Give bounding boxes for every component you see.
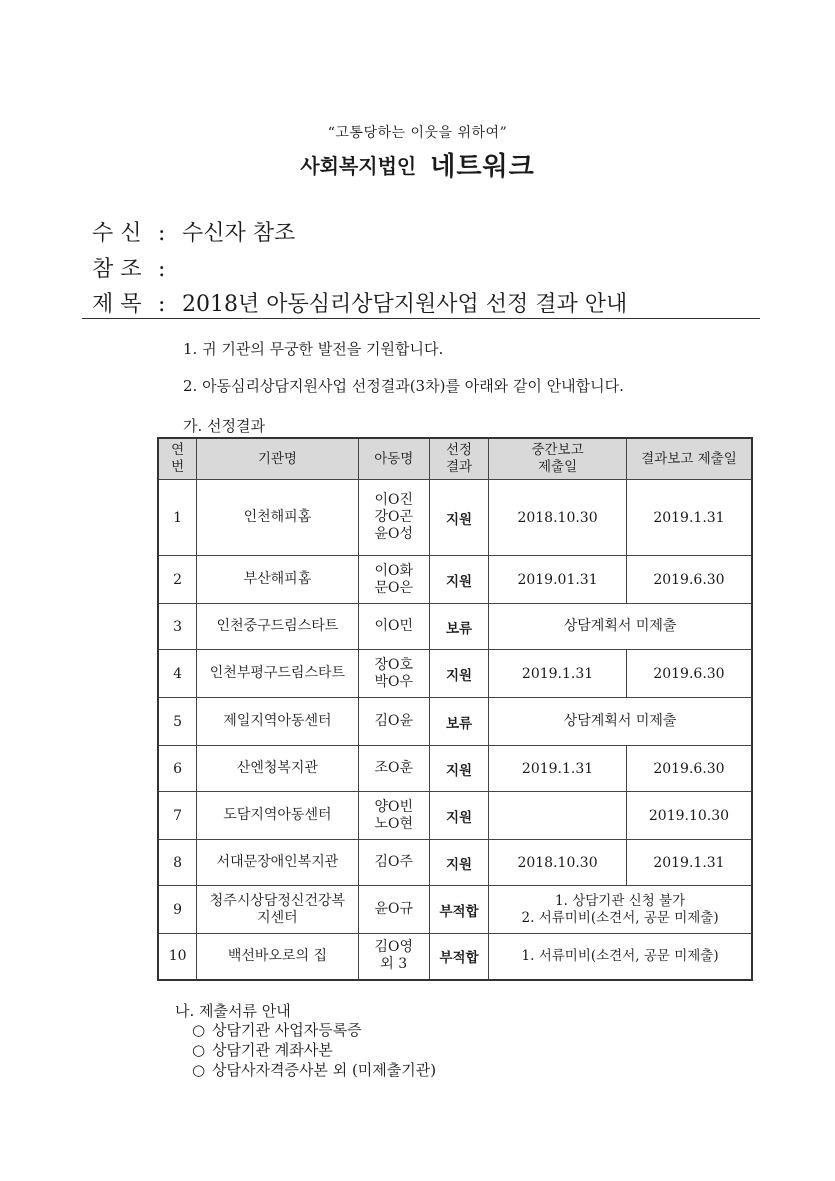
remark (489, 934, 752, 980)
org-name-line: 인천중구드림스타트 (216, 618, 339, 634)
selection-status: 보류 (429, 604, 488, 650)
selection-status: 지원 (429, 746, 488, 792)
child-names (358, 840, 429, 886)
child-name: 이O진 (374, 492, 414, 508)
org-name-line: 백선바오로의 집 (227, 947, 327, 964)
recipient-line (92, 216, 295, 247)
subject-label: 제 목 (92, 292, 142, 317)
slogan: “고통당하는 이웃을 위하여” (327, 125, 508, 141)
reference-line (92, 252, 182, 283)
org-name-line: 산엔청복지관 (236, 760, 318, 776)
bullet-icon: ○ (192, 1061, 206, 1079)
organization-title (0, 146, 835, 183)
header-divider (82, 318, 760, 319)
table-row (158, 698, 752, 746)
child-name: 장O호 (374, 656, 414, 673)
child-name: 양O빈 (374, 798, 414, 815)
colon: : (158, 292, 166, 317)
results-table (157, 437, 753, 981)
child-name: 윤O성 (374, 526, 414, 542)
org-name (197, 840, 358, 886)
document-item-text: 상담사자격증사본 외 (미제출기관) (212, 1061, 437, 1079)
final-report-date: 2019.10.30 (626, 792, 752, 840)
org-name (197, 886, 358, 934)
remark (489, 886, 752, 934)
remark-line: 2. 서류미비(소견서, 공문 미제출) (521, 909, 719, 926)
org-name (197, 604, 358, 650)
child-names (358, 934, 429, 980)
org-prefix: 사회복지법인 (300, 154, 417, 178)
recipient-value: 수신자 참조 (182, 221, 296, 246)
row-number: 7 (158, 792, 197, 840)
table-row (158, 840, 752, 886)
child-name: 문O은 (374, 579, 414, 596)
selection-status: 지원 (429, 792, 488, 840)
header-status-line: 결과 (446, 459, 473, 475)
document-item-text: 상담기관 계좌사본 (212, 1041, 333, 1059)
org-name-line: 인천해피홈 (243, 509, 312, 525)
org-name-line: 도담지역아동센터 (223, 807, 332, 823)
org-name (197, 746, 358, 792)
org-name-line: 지센터 (257, 909, 298, 926)
selection-status: 부적합 (429, 886, 488, 934)
mid-report-date (489, 792, 627, 840)
row-number: 5 (158, 698, 197, 746)
bullet-icon: ○ (192, 1041, 206, 1059)
header-org: 기관명 (197, 438, 358, 480)
org-name-line: 부산해피홈 (243, 571, 312, 587)
colon: : (158, 221, 166, 246)
table-row (158, 792, 752, 840)
child-name: 이O화 (374, 562, 414, 579)
header-child: 아동명 (358, 438, 429, 480)
mid-report-date: 2018.10.30 (489, 840, 627, 886)
table-row (158, 556, 752, 604)
colon: : (158, 257, 166, 282)
header-mid-line: 중간보고 (531, 442, 584, 458)
header-mid-report (489, 438, 627, 480)
child-name: 외 3 (380, 956, 408, 973)
mid-report-date: 2019.1.31 (489, 746, 627, 792)
child-name: 조O훈 (374, 760, 414, 776)
selection-status: 지원 (429, 840, 488, 886)
selection-status: 지원 (429, 650, 488, 698)
child-names (358, 792, 429, 840)
document-item (192, 1020, 436, 1040)
row-number: 2 (158, 556, 197, 604)
document-item (192, 1040, 436, 1060)
row-number: 6 (158, 746, 197, 792)
subject-value: 2018년 아동심리상담지원사업 선정 결과 안내 (182, 292, 628, 317)
table-row (158, 886, 752, 934)
child-names (358, 604, 429, 650)
header-no-line: 연 (171, 442, 185, 458)
header-no-line: 번 (171, 459, 185, 475)
document-item (192, 1060, 436, 1080)
org-name-line: 청주시상담정신건강복 (209, 892, 346, 909)
table-row (158, 746, 752, 792)
child-name: 김O주 (374, 854, 414, 870)
org-name (197, 934, 358, 980)
selection-status: 지원 (429, 556, 488, 604)
org-name-line: 인천부평구드림스타트 (209, 665, 346, 681)
org-name (197, 556, 358, 604)
bullet-icon: ○ (192, 1021, 206, 1039)
selection-status: 부적합 (429, 934, 488, 980)
child-names (358, 556, 429, 604)
table-row (158, 480, 752, 556)
remark-line: 상담계획서 미제출 (563, 618, 677, 634)
child-names (358, 698, 429, 746)
row-number: 8 (158, 840, 197, 886)
section-b-title: 나. 제출서류 안내 (175, 1002, 291, 1020)
section-a-title: 가. 선정결과 (183, 417, 265, 435)
org-name (197, 650, 358, 698)
row-number: 4 (158, 650, 197, 698)
subject-line (92, 287, 627, 318)
child-names (358, 480, 429, 556)
header-final-report: 결과보고 제출일 (626, 438, 752, 480)
reference-label: 참 조 (92, 257, 142, 282)
row-number: 9 (158, 886, 197, 934)
table-header-row (158, 438, 752, 480)
org-name-line: 제일지역아동센터 (223, 713, 332, 729)
header-status-line: 선정 (446, 442, 473, 458)
remark-line: 1. 서류미비(소견서, 공문 미제출) (521, 947, 719, 964)
row-number: 10 (158, 934, 197, 980)
row-number: 1 (158, 480, 197, 556)
child-name: 박O우 (374, 673, 414, 690)
child-names (358, 650, 429, 698)
table-body (158, 480, 752, 980)
remark (489, 604, 752, 650)
final-report-date: 2019.1.31 (626, 480, 752, 556)
document-list (192, 1020, 436, 1080)
header-status (429, 438, 488, 480)
mid-report-date: 2019.1.31 (489, 650, 627, 698)
org-name (197, 480, 358, 556)
header-no (158, 438, 197, 480)
child-name: 강O곤 (374, 509, 414, 525)
final-report-date: 2019.1.31 (626, 840, 752, 886)
table-row (158, 604, 752, 650)
org-name (197, 698, 358, 746)
remark (489, 698, 752, 746)
org-name (197, 792, 358, 840)
paragraph-2: 2. 아동심리상담지원사업 선정결과(3차)를 아래와 같이 안내합니다. (183, 377, 624, 395)
remark-line: 1. 상담기관 신청 불가 (555, 892, 686, 909)
mid-report-date: 2018.10.30 (489, 480, 627, 556)
header-mid-line: 제출일 (537, 459, 578, 475)
org-name-logo: 네트워크 (430, 152, 535, 182)
org-name-line: 서대문장애인복지관 (216, 854, 339, 870)
child-name: 윤O규 (374, 901, 414, 917)
final-report-date: 2019.6.30 (626, 746, 752, 792)
final-report-date: 2019.6.30 (626, 650, 752, 698)
table-row (158, 934, 752, 980)
child-names (358, 886, 429, 934)
table-row (158, 650, 752, 698)
mid-report-date: 2019.01.31 (489, 556, 627, 604)
row-number: 3 (158, 604, 197, 650)
child-names (358, 746, 429, 792)
remark-line: 상담계획서 미제출 (563, 713, 677, 729)
document-item-text: 상담기관 사업자등록증 (212, 1021, 362, 1039)
final-report-date: 2019.6.30 (626, 556, 752, 604)
child-name: 김O윤 (374, 713, 414, 729)
child-name: 김O영 (374, 939, 414, 956)
selection-status: 지원 (429, 480, 488, 556)
paragraph-1: 1. 귀 기관의 무궁한 발전을 기원합니다. (183, 340, 444, 358)
child-name: 노O현 (374, 815, 414, 832)
child-name: 이O민 (374, 618, 414, 634)
recipient-label: 수 신 (92, 221, 142, 246)
selection-status: 보류 (429, 698, 488, 746)
